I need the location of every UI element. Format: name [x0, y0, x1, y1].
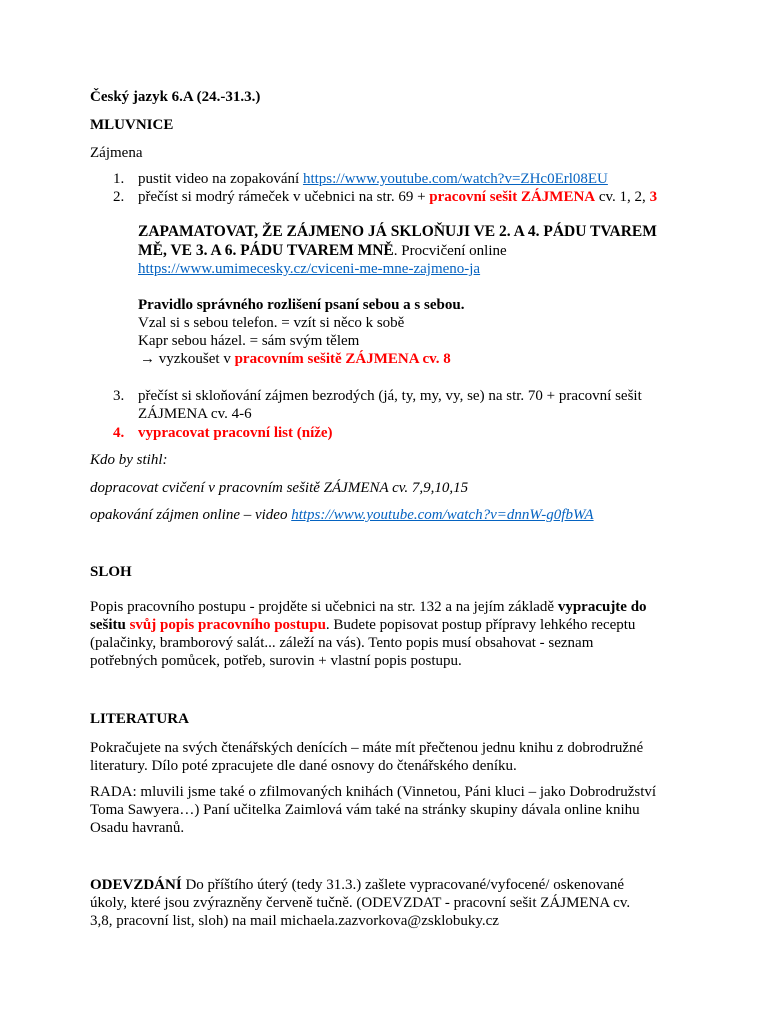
rule-workbook-highlight: pracovním sešitě ZÁJMENA cv. 8 [234, 351, 451, 367]
sloh-line-3: (palačinky, bramborový salát... záleží na vás). Tento popis musí obsahovat - seznam [90, 635, 594, 651]
literatura-paragraph-1 [90, 739, 710, 775]
odevzdani-paragraph [90, 876, 710, 930]
memo-bold: MĚ, VE 3. A 6. PÁDU TVAREM MNĚ [138, 242, 394, 259]
document-title: Český jazyk 6.A (24.-31.3.) [90, 89, 261, 105]
extra-heading: Kdo by stihl: [90, 452, 168, 468]
rule-line-2: Kapr sebou házel. = sám svým tělem [138, 333, 360, 349]
sloh-line-2-tail: . Budete popisovat postup přípravy lehkého receptu [325, 617, 636, 633]
literatura-paragraph-2 [90, 783, 710, 837]
mluvnice-heading: MLUVNICE [90, 117, 174, 133]
sloh-line-2-bold: sešitu [90, 617, 130, 633]
odevzdani-line-2: úkoly, které jsou zvýrazněny červeně tučně. (ODEVZDAT - pracovní sešit ZÁJMENA cv. [90, 895, 631, 911]
item-tail: cv. 1, 2, [595, 189, 650, 205]
youtube-link-2[interactable]: https://www.youtube.com/watch?v=dnnW-g0fbWA [291, 507, 594, 523]
odevzdani-line-1 [90, 876, 710, 894]
rule-line-1: Vzal si s sebou telefon. = vzít si něco k sobě [138, 315, 405, 331]
sloh-line-1-text: Popis pracovního postupu - projděte si učebnici na str. 132 a na jejím základě [90, 599, 558, 615]
sloh-line-4: potřebných pomůcek, potřeb, surovin + vlastní popis postupu. [90, 653, 462, 669]
extra-line-2-text: opakování zájmen online – video [90, 507, 292, 523]
extra-line-2 [90, 506, 690, 524]
item-3-line-2: ZÁJMENA cv. 4-6 [138, 406, 252, 422]
extra-line-1: dopracovat cvičení v pracovním sešitě ZÁJMENA cv. 7,9,10,15 [90, 480, 469, 496]
memo-line-2 [138, 242, 698, 260]
umimecesky-link[interactable]: https://www.umimecesky.cz/cviceni-me-mne-zajmeno-ja [138, 261, 481, 277]
lit-p2-line-1: RADA: mluvili jsme také o zfilmovaných knihách (Vinnetou, Páni kluci – jako Dobrodružství [90, 784, 657, 800]
sloh-line-1-bold: vypracujte do [557, 599, 647, 615]
memo-link-line [138, 260, 698, 278]
list-item-3 [138, 387, 698, 423]
memo-line-1: ZAPAMATOVAT, ŽE ZÁJMENO JÁ SKLOŇUJI VE 2. A 4. PÁDU TVAREM [138, 223, 657, 240]
item-text: pustit video na zopakování [138, 171, 303, 187]
rule-line-3-text: vyzkoušet v [155, 351, 235, 367]
list-item-4: vypracovat pracovní list (níže) [138, 425, 333, 441]
list-number: 3. [113, 388, 125, 404]
rule-line-3 [140, 350, 700, 368]
youtube-link-1[interactable]: https://www.youtube.com/watch?v=ZHc0Erl08EU [302, 171, 608, 187]
lit-p2-line-3: Osadu havranů. [90, 820, 185, 836]
rule-title: Pravidlo správného rozlišení psaní sebou a s sebou. [138, 297, 465, 313]
item-text: přečíst si modrý rámeček v učebnici na str. 69 + [138, 189, 430, 205]
list-number: 1. [113, 171, 125, 187]
sloh-line-2 [90, 616, 710, 634]
item-3-line-1: přečíst si skloňování zájmen bezrodých (já, ty, my, vy, se) na str. 70 + pracovní sešit [138, 388, 642, 404]
arrow-icon: → [140, 351, 155, 367]
lit-p1-line-1: Pokračujete na svých čtenářských denících – máte mít přečtenou jednu knihu z dobrodružné [90, 740, 644, 756]
sloh-line-1 [90, 598, 710, 616]
sloh-heading: SLOH [90, 564, 132, 580]
exercise-3-highlight: 3 [649, 189, 658, 205]
sloh-paragraph [90, 598, 710, 670]
workbook-highlight: pracovní sešit ZÁJMENA [429, 189, 596, 205]
list-number: 2. [113, 189, 125, 205]
odevzdani-heading: ODEVZDÁNÍ [90, 877, 182, 893]
literatura-heading: LITERATURA [90, 711, 189, 727]
sloh-task-highlight: svůj popis pracovního postupu [129, 617, 326, 633]
lit-p1-line-2: literatury. Dílo poté zpracujete dle dané osnovy do čtenářského deníku. [90, 758, 517, 774]
list-number: 4. [113, 425, 125, 441]
zajmena-subheading: Zájmena [90, 145, 143, 161]
odevzdani-line-3: 3,8, pracovní list, sloh) na mail michaela.zazvorkova@zsklobuky.cz [90, 913, 499, 929]
list-item-1 [138, 170, 698, 188]
odevzdani-line-1-tail: Do příštího úterý (tedy 31.3.) zašlete vypracované/vyfocené/ oskenované [181, 877, 625, 893]
lit-p2-line-2: Toma Sawyera…) Paní učitelka Zaimlová vám také na stránky skupiny dávala online knihu [90, 802, 640, 818]
list-item-2 [138, 188, 698, 206]
memo-tail: . Procvičení online [393, 243, 507, 259]
